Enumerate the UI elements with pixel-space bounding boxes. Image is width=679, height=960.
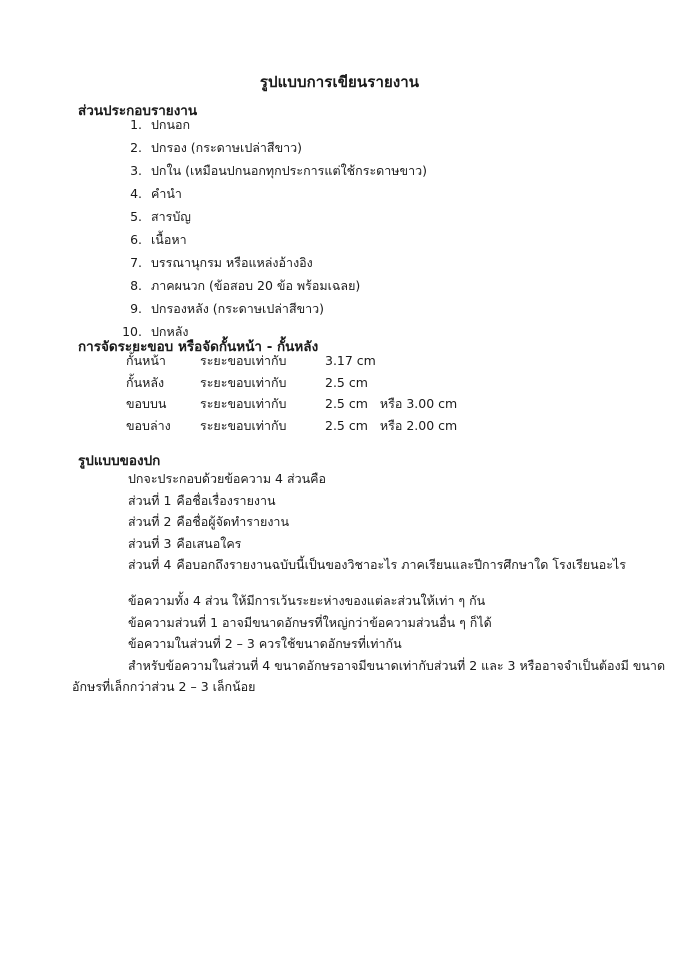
margin-row-label: กั้นหลัง: [126, 374, 165, 390]
cover-notes-block: [72, 590, 668, 698]
list-item-number: 3.: [130, 163, 142, 178]
cover-part-number: 1: [163, 492, 172, 508]
margin-row-value-cell: [325, 372, 525, 394]
margin-row-description: ระยะขอบเท่ากับ: [200, 353, 287, 368]
list-item-label: บรรณานุกรม หรือแหล่งอ้างอิง: [151, 255, 313, 270]
cover-part-line: [128, 511, 626, 533]
list-item-number: 5.: [130, 209, 142, 224]
margin-row-value-cell: [325, 350, 525, 372]
cover-part-number: 3: [163, 535, 172, 551]
margin-row-description: ระยะขอบเท่ากับ: [200, 396, 287, 411]
cover-intro-line: ปกจะประกอบด้วยข้อความ 4 ส่วนคือ: [128, 471, 327, 486]
list-item: [118, 297, 427, 320]
list-item-label: ปกรอง (กระดาษเปล่าสีขาว): [151, 140, 303, 155]
cover-part-label: ส่วนที่: [128, 557, 160, 572]
table-row: [126, 393, 525, 415]
margin-row-label: กั้นหน้า: [126, 353, 166, 368]
table-row: [126, 372, 525, 394]
list-item-number: 4.: [130, 186, 142, 201]
list-item: [118, 205, 427, 228]
margin-row-description: ระยะขอบเท่ากับ: [200, 374, 287, 390]
cover-final-note: [72, 655, 668, 698]
cover-part-text: คือชื่อผู้จัดทำรายงาน: [176, 514, 290, 529]
margin-row-label: ขอบบน: [126, 396, 167, 411]
margin-row-value: 2.5 cm: [325, 374, 368, 390]
list-item-label: เนื้อหา: [151, 232, 187, 247]
list-item-label: ปกหลัง: [151, 324, 189, 339]
cover-note-line: ข้อความทั้ง 4 ส่วน ให้มีการเว้นระยะห่างของแต่ละส่วนให้เท่า ๆ กัน: [128, 593, 486, 608]
margin-row-alternative-value: หรือ 2.00 cm: [379, 417, 458, 433]
margin-row-value-cell: [325, 415, 525, 437]
list-item-number: 1.: [130, 117, 142, 132]
list-item-number: 6.: [130, 232, 142, 247]
list-item: [118, 159, 427, 182]
list-item-number: 10.: [122, 324, 142, 339]
list-item-label: สารบัญ: [151, 209, 191, 224]
cover-part-text: คือเสนอใคร: [176, 535, 242, 551]
list-item-label: ภาคผนวก (ข้อสอบ 20 ข้อ พร้อมเฉลย): [151, 278, 361, 293]
margin-row-label: ขอบล่าง: [126, 417, 171, 433]
report-components-list: [118, 113, 427, 343]
cover-final-note-first-segment: สำหรับข้อความในส่วนที่ 4 ขนาดอักษรอาจมีขนาดเท่ากับส่วนที่ 2 และ 3 หรืออาจจำเป็นต้องมี: [128, 657, 629, 673]
page-title: รูปแบบการเขียนรายงาน: [259, 73, 420, 92]
list-item: [118, 182, 427, 205]
list-item-label: ปกรองหลัง (กระดาษเปล่าสีขาว): [151, 301, 325, 316]
cover-part-text: คือบอกถึงรายงานฉบับนี้เป็นของวิชาอะไร ภาคเรียนและปีการศึกษาใด โรงเรียนอะไร: [176, 557, 626, 572]
list-item-number: 8.: [130, 278, 142, 293]
list-item: [118, 113, 427, 136]
cover-note-line: ข้อความส่วนที่ 1 อาจมีขนาดอักษรที่ใหญ่กว่าข้อความส่วนอื่น ๆ ก็ได้: [128, 614, 492, 630]
list-item-label: ปกใน (เหมือนปกนอกทุกประการแต่ใช้กระดาษขาว): [151, 163, 427, 178]
cover-part-label: ส่วนที่: [128, 492, 160, 508]
cover-note-line: ข้อความในส่วนที่ 2 – 3 ควรใช้ขนาดอักษรที่เท่ากัน: [128, 636, 402, 651]
margin-row-description: ระยะขอบเท่ากับ: [200, 417, 287, 433]
list-item: [118, 274, 427, 297]
list-item: [118, 228, 427, 251]
cover-part-label: ส่วนที่: [128, 535, 160, 551]
margin-settings-table: [126, 350, 525, 436]
margin-row-value: 2.5 cm: [325, 396, 368, 411]
list-item-label: ปกนอก: [151, 117, 191, 132]
list-item-label: คำนำ: [151, 186, 182, 201]
list-item: [118, 251, 427, 274]
table-row: [126, 350, 525, 372]
cover-part-number: 2: [163, 514, 172, 529]
section-heading-margins: การจัดระยะขอบ หรือจัดกั้นหน้า - กั้นหลัง: [78, 339, 319, 356]
cover-part-number: 4: [163, 557, 172, 572]
cover-part-text: คือชื่อเรื่องรายงาน: [176, 492, 276, 508]
list-item-number: 2.: [130, 140, 142, 155]
margin-row-alternative-value: หรือ 3.00 cm: [379, 396, 458, 411]
cover-format-block: [128, 468, 626, 576]
table-row: [126, 415, 525, 437]
margin-row-value-cell: [325, 393, 525, 415]
cover-part-label: ส่วนที่: [128, 514, 160, 529]
list-item-number: 7.: [130, 255, 142, 270]
section-heading-components: ส่วนประกอบรายงาน: [78, 103, 198, 120]
list-item: [118, 136, 427, 159]
margin-row-value: 2.5 cm: [325, 417, 368, 433]
cover-part-line: [128, 490, 626, 512]
cover-final-note-continuation: ขนาดอักษรที่เล็กกว่าส่วน 2 – 3 เล็กน้อย: [72, 657, 666, 694]
cover-part-line: [128, 554, 626, 576]
cover-part-line: [128, 533, 626, 555]
margin-row-value: 3.17 cm: [325, 353, 376, 368]
section-heading-cover: รูปแบบของปก: [78, 453, 161, 470]
list-item-number: 9.: [130, 301, 142, 316]
